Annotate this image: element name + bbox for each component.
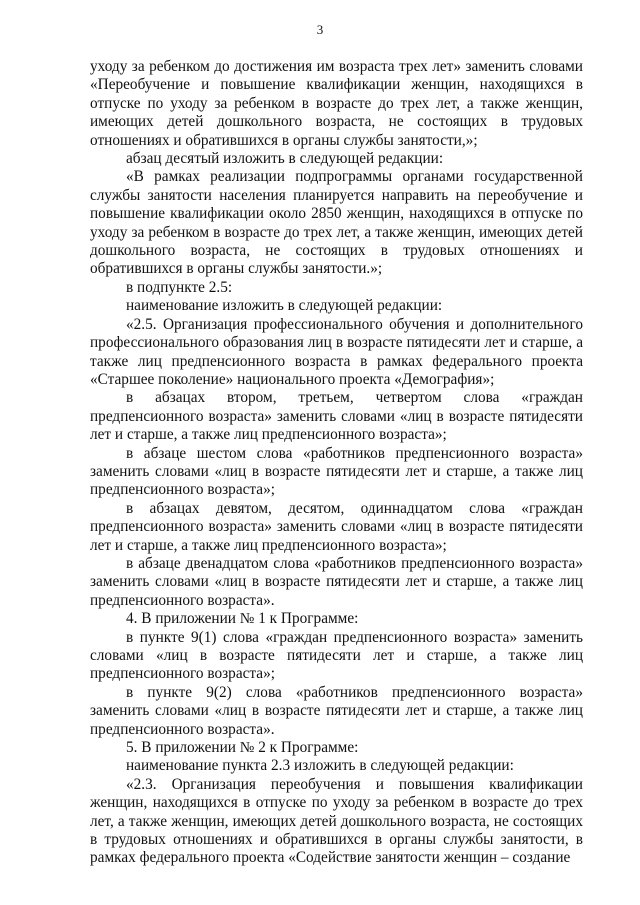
paragraph: наименование пункта 2.3 изложить в следующей редакции: bbox=[126, 757, 514, 775]
paragraph: в пункте 9(1) слова «граждан предпенсионного возраста» заменить словами «лиц в возрасте пятидесяти лет и старше, а также лиц предпенсионного возраста»; bbox=[90, 628, 583, 683]
document-body bbox=[90, 58, 583, 868]
paragraph: в пункте 9(2) слова «работников предпенсионного возраста» заменить словами «лиц в возрасте пятидесяти лет и старше, а также лиц предпенсионного возраста». bbox=[90, 683, 583, 738]
paragraph: «В рамках реализации подпрограммы органами государственной службы занятости населения планируется направить на переобучение и повышение квалификации около 2850 женщин, находящихся в отпуске по уходу за ребенком в возрасте до трех лет, а также женщин, имеющих детей дошкольного возраста, не состоящих в трудовых отношениях и обратившихся в органы службы занятости.»; bbox=[90, 168, 583, 278]
paragraph: в абзаце шестом слова «работников предпенсионного возраста» заменить словами «лиц в возрасте пятидесяти лет и старше, а также лиц предпенсионного возраста»; bbox=[90, 444, 583, 499]
paragraph: в абзацах втором, третьем, четвертом слова «граждан предпенсионного возраста» заменить словами «лиц в возрасте пятидесяти лет и старше, а также лиц предпенсионного возраста»; bbox=[90, 389, 583, 444]
paragraph: 5. В приложении № 2 к Программе: bbox=[126, 739, 359, 757]
paragraph: в абзацах девятом, десятом, одиннадцатом слова «граждан предпенсионного возраста» заменить словами «лиц в возрасте пятидесяти лет и старше, а также лиц предпенсионного возраста»; bbox=[90, 499, 583, 554]
paragraph: абзац десятый изложить в следующей редакции: bbox=[126, 150, 444, 168]
paragraph: в подпункте 2.5: bbox=[126, 278, 233, 296]
paragraph: «2.3. Организация переобучения и повышения квалификации женщин, находящихся в отпуске по уходу за ребенком в возрасте до трех лет, а также женщин, имеющих детей дошкольного возраста, не состоящих в трудовых отношениях и обратившихся в органы службы занятости, в рамках федерального проекта «Содействие занятости женщин – создание bbox=[90, 775, 583, 867]
paragraph: «2.5. Организация профессионального обучения и дополнительного профессионального образования лиц в возрасте пятидесяти лет и старше, а также лиц предпенсионного возраста в рамках федерального проекта «Старшее поколение» национального проекта «Демография»; bbox=[90, 315, 583, 388]
paragraph: наименование изложить в следующей редакции: bbox=[126, 297, 443, 315]
page-number: 3 bbox=[316, 22, 324, 37]
paragraph: 4. В приложении № 1 к Программе: bbox=[126, 610, 359, 628]
paragraph: уходу за ребенком до достижения им возраста трех лет» заменить словами «Переобучение и повышение квалификации женщин, находящихся в отпуске по уходу за ребенком в возрасте до трех лет, а также женщин, имеющих детей дошкольного возраста, не состоящих в трудовых отношениях и обратившихся в органы службы занятости,»; bbox=[90, 58, 583, 149]
paragraph: в абзаце двенадцатом слова «работников предпенсионного возраста» заменить словами «лиц в возрасте пятидесяти лет и старше, а также лиц предпенсионного возраста». bbox=[90, 554, 583, 609]
